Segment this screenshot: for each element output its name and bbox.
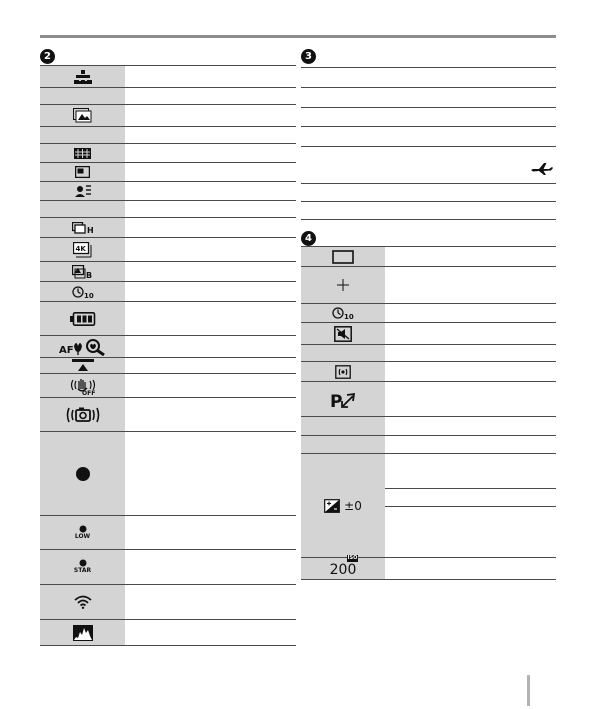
iso-tag: ISO <box>347 555 358 561</box>
table-row <box>40 218 296 238</box>
table-row <box>40 88 296 105</box>
svg-text:10: 10 <box>83 291 94 299</box>
record-dot-icon <box>40 432 125 515</box>
stabilizer-off-icon <box>40 374 125 397</box>
table-row <box>40 585 296 620</box>
photo-style-icon <box>40 66 125 87</box>
table-row <box>40 144 296 163</box>
table-row <box>40 127 296 144</box>
table-row <box>301 323 556 345</box>
page-edge-marker <box>527 675 530 706</box>
bracket-b-label: B <box>85 270 92 279</box>
svg-text:10: 10 <box>344 313 354 320</box>
table-row <box>301 184 556 202</box>
shake-warning-icon <box>40 398 125 431</box>
table-row <box>301 382 556 417</box>
table-row <box>40 620 296 646</box>
bracket-icon <box>40 262 125 281</box>
table-row <box>40 182 296 201</box>
hdr-icon <box>40 105 125 126</box>
mute-icon <box>301 323 385 344</box>
table-row <box>301 127 556 147</box>
table-row <box>301 88 556 108</box>
table-row <box>40 398 296 432</box>
table-row <box>301 555 556 580</box>
picture-size-icon <box>40 163 125 181</box>
table-row <box>301 345 556 362</box>
crosshair-icon <box>301 267 385 303</box>
table-row <box>40 302 296 336</box>
table-row <box>40 65 296 88</box>
table-row <box>301 436 556 454</box>
table-row <box>40 432 296 516</box>
face-detect-icon <box>40 182 125 200</box>
table-row <box>301 304 556 323</box>
table-row <box>40 516 296 550</box>
table-row <box>40 105 296 127</box>
airplane-mode-icon <box>531 160 553 179</box>
self-timer-10-icon <box>40 282 125 301</box>
multi-grid-icon <box>40 144 125 162</box>
wifi-icon <box>40 585 125 619</box>
svg-text:P: P <box>330 392 343 409</box>
battery-icon <box>40 302 125 335</box>
table-row <box>40 282 296 302</box>
table-row <box>40 374 296 398</box>
section-4-header <box>301 226 316 242</box>
histogram-icon <box>40 620 125 645</box>
table-row <box>40 262 296 282</box>
burst-h-label: H <box>86 225 94 234</box>
table-row <box>301 147 556 184</box>
table-row <box>301 67 556 88</box>
self-timer-10-icon <box>301 304 385 322</box>
section-number-4: 4 <box>301 231 316 246</box>
low-dot-icon <box>40 516 125 549</box>
af-macro-zoom-icon <box>40 336 125 357</box>
iso-value: 200 <box>329 562 357 578</box>
section-2-header <box>40 44 55 60</box>
table-row <box>301 246 556 267</box>
focus-arrow-icon <box>40 358 125 373</box>
iso-icon <box>301 555 385 579</box>
table-row <box>301 202 556 220</box>
table-row <box>40 358 296 374</box>
table-row <box>40 336 296 358</box>
low-label: LOW <box>74 532 91 540</box>
section-3-header <box>301 44 316 60</box>
svg-text:AF: AF <box>58 344 74 356</box>
program-shift-icon <box>301 382 385 416</box>
table-row <box>301 108 556 127</box>
burst-h-icon <box>40 218 125 237</box>
table-row <box>301 362 556 382</box>
table-row <box>40 201 296 218</box>
spot-metering-icon <box>301 362 385 381</box>
table-row <box>301 417 556 436</box>
svg-text:OFF: OFF <box>81 389 95 395</box>
section-number-3: 3 <box>301 49 316 64</box>
svg-text:4K: 4K <box>75 244 86 253</box>
table-row <box>40 550 296 585</box>
table-row <box>40 163 296 182</box>
af-area-icon <box>301 247 385 266</box>
table-row <box>301 454 556 558</box>
section-number-2: 2 <box>40 49 55 64</box>
star-label: STAR <box>73 567 92 574</box>
star-dot-icon <box>40 550 125 584</box>
table-row <box>301 267 556 304</box>
exposure-comp-icon <box>301 454 385 557</box>
table-row <box>40 238 296 262</box>
exposure-value: ±0 <box>344 498 362 513</box>
4k-photo-icon <box>40 238 125 261</box>
top-rule <box>40 35 556 38</box>
